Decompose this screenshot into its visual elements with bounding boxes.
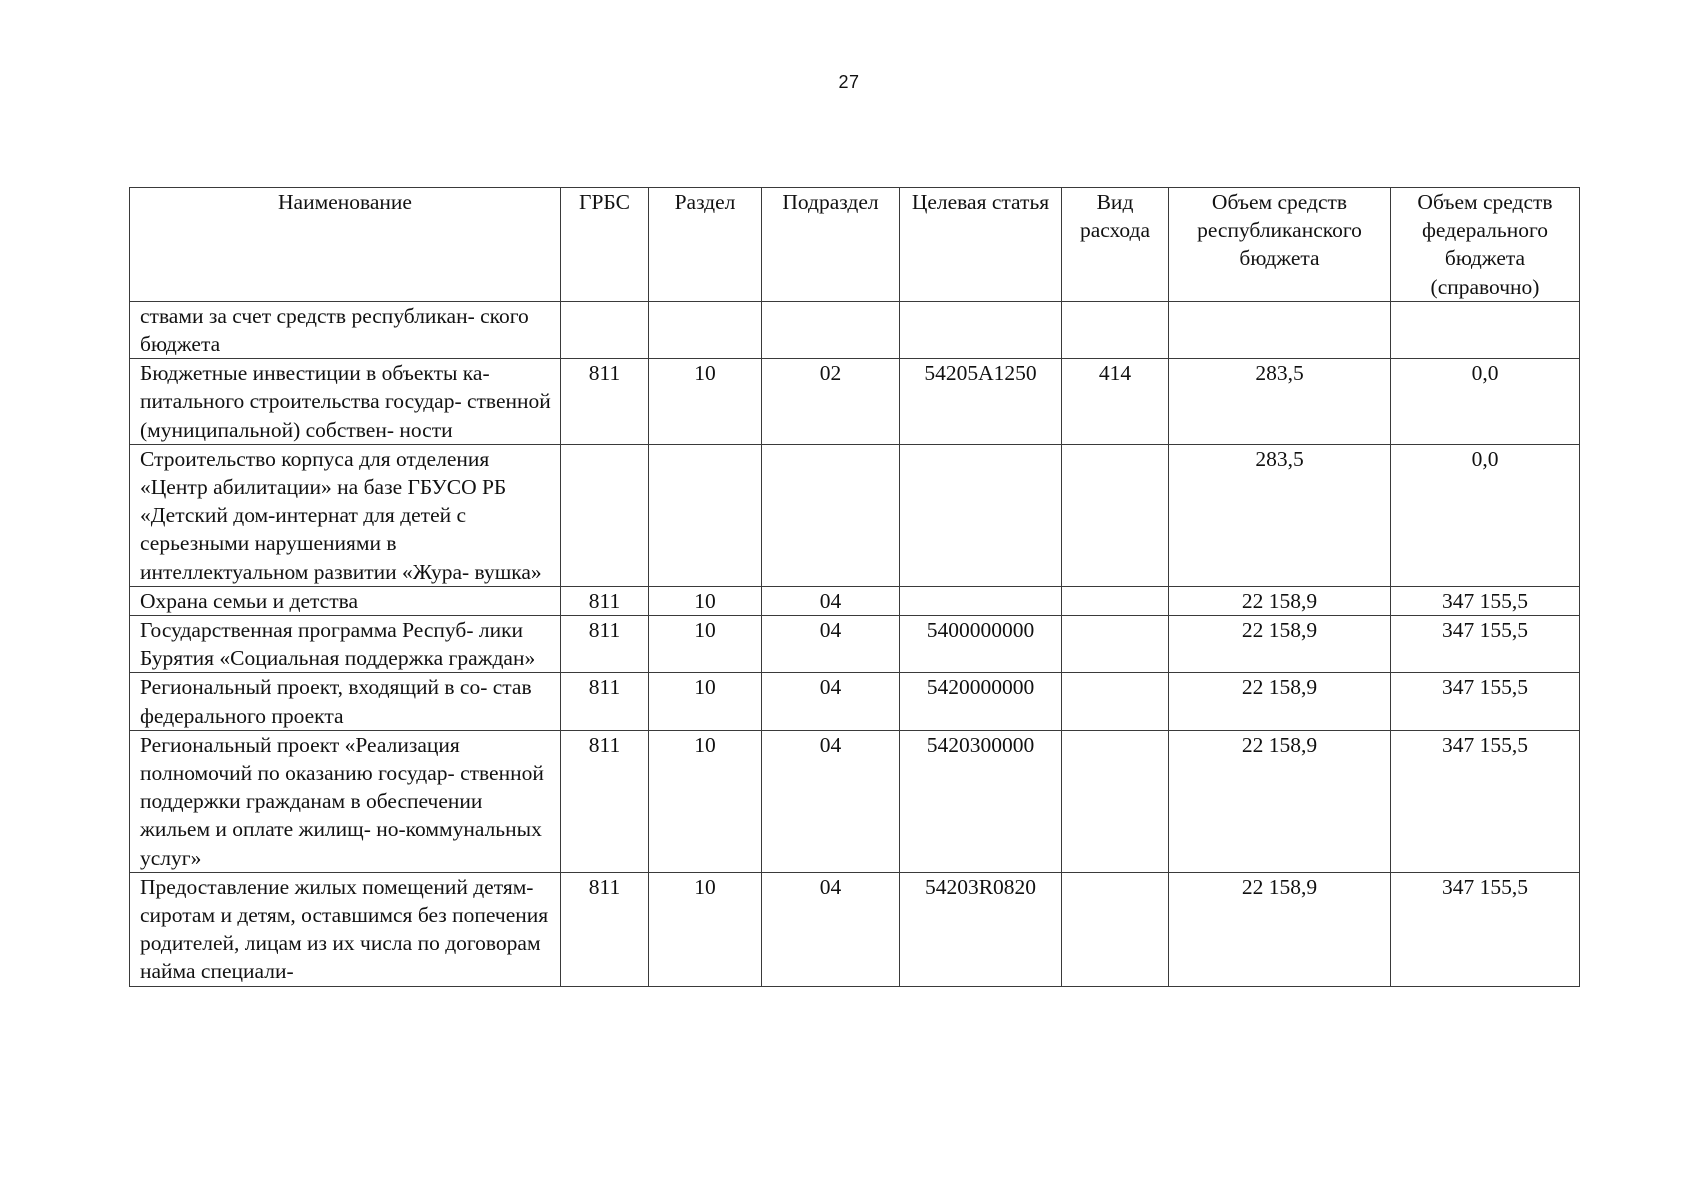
cell-target-article: 5400000000	[900, 616, 1062, 673]
cell-republican-budget: 283,5	[1169, 444, 1391, 586]
cell-podrazdel	[762, 444, 900, 586]
header-row	[130, 188, 1580, 302]
cell-republican-budget: 22 158,9	[1169, 872, 1391, 986]
table-row	[130, 730, 1580, 872]
cell-expense-type	[1062, 673, 1169, 730]
cell-podrazdel: 04	[762, 730, 900, 872]
cell-podrazdel: 04	[762, 586, 900, 615]
cell-republican-budget: 22 158,9	[1169, 673, 1391, 730]
cell-razdel: 10	[649, 616, 762, 673]
cell-expense-type	[1062, 444, 1169, 586]
page-number: 27	[838, 72, 860, 92]
cell-expense-type	[1062, 872, 1169, 986]
cell-target-article	[900, 586, 1062, 615]
cell-target-article: 54205А1250	[900, 359, 1062, 445]
cell-federal-budget: 347 155,5	[1391, 586, 1580, 615]
cell-razdel: 10	[649, 872, 762, 986]
header-federal-budget: Объем средств федерального бюджета (справочно)	[1391, 188, 1580, 302]
header-podrazdel: Подраздел	[762, 188, 900, 302]
cell-target-article	[900, 444, 1062, 586]
table-row	[130, 673, 1580, 730]
table-body	[130, 301, 1580, 986]
cell-razdel: 10	[649, 673, 762, 730]
cell-federal-budget: 0,0	[1391, 444, 1580, 586]
cell-federal-budget: 347 155,5	[1391, 730, 1580, 872]
cell-federal-budget: 347 155,5	[1391, 872, 1580, 986]
cell-federal-budget: 347 155,5	[1391, 673, 1580, 730]
cell-expense-type	[1062, 616, 1169, 673]
cell-grbs: 811	[561, 673, 649, 730]
cell-name: Региональный проект «Реализация полномочий по оказанию государ- ственной поддержки гражданам в обеспечении жильем и оплате жилищ- но-коммунальных услуг»	[130, 730, 561, 872]
cell-expense-type: 414	[1062, 359, 1169, 445]
cell-grbs: 811	[561, 586, 649, 615]
table-row	[130, 301, 1580, 358]
table-row	[130, 359, 1580, 445]
header-target-article: Целевая статья	[900, 188, 1062, 302]
cell-name: Предоставление жилых помещений детям-сиротам и детям, оставшимся без попечения родителей, лицам из их числа по договорам найма специали-	[130, 872, 561, 986]
cell-republican-budget: 22 158,9	[1169, 730, 1391, 872]
cell-podrazdel: 04	[762, 616, 900, 673]
cell-republican-budget	[1169, 301, 1391, 358]
cell-target-article: 5420300000	[900, 730, 1062, 872]
header-expense-type: Вид расхода	[1062, 188, 1169, 302]
cell-name: Бюджетные инвестиции в объекты ка- питального строительства государ- ственной (муниципальной) собствен- ности	[130, 359, 561, 445]
cell-grbs	[561, 301, 649, 358]
cell-name: Государственная программа Респуб- лики Бурятия «Социальная поддержка граждан»	[130, 616, 561, 673]
cell-federal-budget	[1391, 301, 1580, 358]
table-row	[130, 586, 1580, 615]
cell-grbs: 811	[561, 616, 649, 673]
cell-target-article: 54203R0820	[900, 872, 1062, 986]
table-row	[130, 872, 1580, 986]
cell-grbs: 811	[561, 872, 649, 986]
cell-name: Охрана семьи и детства	[130, 586, 561, 615]
cell-republican-budget: 283,5	[1169, 359, 1391, 445]
cell-republican-budget: 22 158,9	[1169, 586, 1391, 615]
cell-republican-budget: 22 158,9	[1169, 616, 1391, 673]
cell-grbs: 811	[561, 359, 649, 445]
cell-razdel	[649, 301, 762, 358]
cell-podrazdel: 04	[762, 673, 900, 730]
header-grbs: ГРБС	[561, 188, 649, 302]
cell-razdel	[649, 444, 762, 586]
table-row	[130, 444, 1580, 586]
cell-grbs	[561, 444, 649, 586]
cell-podrazdel: 04	[762, 872, 900, 986]
budget-table	[129, 187, 1580, 987]
header-republican-budget: Объем средств республиканского бюджета	[1169, 188, 1391, 302]
cell-podrazdel	[762, 301, 900, 358]
cell-name: Региональный проект, входящий в со- став федерального проекта	[130, 673, 561, 730]
cell-name: Строительство корпуса для отделения «Центр абилитации» на базе ГБУСО РБ «Детский дом-интернат для детей с серьезными нарушениями в интеллектуальном развитии «Жура- вушка»	[130, 444, 561, 586]
cell-federal-budget: 0,0	[1391, 359, 1580, 445]
cell-razdel: 10	[649, 730, 762, 872]
cell-razdel: 10	[649, 359, 762, 445]
header-razdel: Раздел	[649, 188, 762, 302]
cell-target-article	[900, 301, 1062, 358]
cell-target-article: 5420000000	[900, 673, 1062, 730]
table-header	[130, 188, 1580, 302]
cell-expense-type	[1062, 586, 1169, 615]
cell-expense-type	[1062, 730, 1169, 872]
cell-razdel: 10	[649, 586, 762, 615]
table-row	[130, 616, 1580, 673]
cell-expense-type	[1062, 301, 1169, 358]
cell-name: ствами за счет средств республикан- ского бюджета	[130, 301, 561, 358]
cell-federal-budget: 347 155,5	[1391, 616, 1580, 673]
cell-grbs: 811	[561, 730, 649, 872]
cell-podrazdel: 02	[762, 359, 900, 445]
header-name: Наименование	[130, 188, 561, 302]
